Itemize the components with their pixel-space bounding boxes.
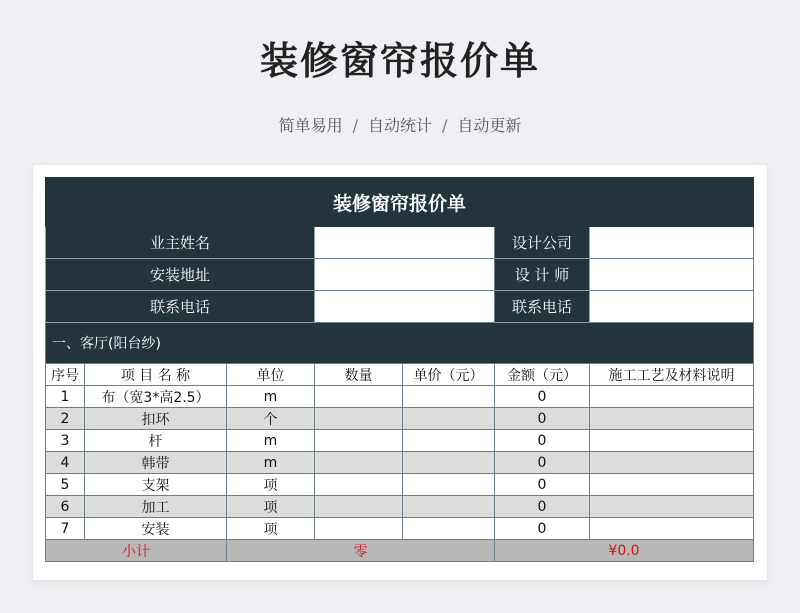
info-row-address [46,259,754,291]
table-row [46,430,754,452]
table-row [46,386,754,408]
cell-qty[interactable] [315,452,403,474]
cell-unit[interactable]: 项 [227,496,315,518]
feature-tags [0,113,800,136]
table-row [46,408,754,430]
cell-qty[interactable] [315,430,403,452]
table-row [46,452,754,474]
cell-qty[interactable] [315,496,403,518]
col-header-note: 施工工艺及材料说明 [590,364,754,386]
cell-qty[interactable] [315,408,403,430]
table-row [46,474,754,496]
col-header-amount: 金额（元） [495,364,590,386]
cell-name[interactable]: 支架 [85,474,227,496]
owner-phone-field[interactable] [315,291,495,323]
sheet-title: 装修窗帘报价单 [46,178,754,227]
cell-amount[interactable]: 0 [495,496,590,518]
designer-field[interactable] [590,259,754,291]
cell-amount[interactable]: 0 [495,408,590,430]
tag-separator: / [442,116,448,135]
cell-price[interactable] [403,474,495,496]
cell-no[interactable]: 5 [46,474,85,496]
cell-no[interactable]: 3 [46,430,85,452]
owner-name-label: 业主姓名 [46,227,315,259]
designer-phone-field[interactable] [590,291,754,323]
cell-note[interactable] [590,386,754,408]
tag-auto-stat: 自动统计 [367,116,432,135]
table-row [46,496,754,518]
cell-name[interactable]: 加工 [85,496,227,518]
cell-qty[interactable] [315,386,403,408]
cell-note[interactable] [590,518,754,540]
tag-separator: / [352,116,358,135]
cell-no[interactable]: 6 [46,496,85,518]
cell-price[interactable] [403,408,495,430]
quote-table [45,177,754,562]
info-row-phone [46,291,754,323]
cell-unit[interactable]: 项 [227,518,315,540]
design-company-label: 设计公司 [495,227,590,259]
cell-amount[interactable]: 0 [495,430,590,452]
subtotal-row [46,540,754,562]
cell-note[interactable] [590,496,754,518]
designer-phone-label: 联系电话 [495,291,590,323]
col-header-qty: 数量 [315,364,403,386]
cell-name[interactable]: 杆 [85,430,227,452]
cell-name[interactable]: 布（宽3*高2.5） [85,386,227,408]
design-company-field[interactable] [590,227,754,259]
install-address-field[interactable] [315,259,495,291]
cell-amount[interactable]: 0 [495,452,590,474]
cell-name[interactable]: 安装 [85,518,227,540]
page-title: 装修窗帘报价单 [259,39,540,83]
cell-amount[interactable]: 0 [495,474,590,496]
cell-unit[interactable]: 项 [227,474,315,496]
cell-price[interactable] [403,518,495,540]
subtotal-label: 小计 [46,540,227,562]
cell-unit[interactable]: m [227,452,315,474]
spreadsheet-card [33,165,767,580]
cell-no[interactable]: 7 [46,518,85,540]
tag-auto-update: 自动更新 [457,116,522,135]
cell-note[interactable] [590,474,754,496]
cell-price[interactable] [403,452,495,474]
cell-price[interactable] [403,430,495,452]
cell-note[interactable] [590,452,754,474]
tag-easy: 简单易用 [278,116,343,135]
info-row-owner [46,227,754,259]
cell-amount[interactable]: 0 [495,386,590,408]
cell-no[interactable]: 4 [46,452,85,474]
col-header-name: 项 目 名 称 [85,364,227,386]
cell-name[interactable]: 扣环 [85,408,227,430]
install-address-label: 安装地址 [46,259,315,291]
cell-qty[interactable] [315,474,403,496]
cell-no[interactable]: 2 [46,408,85,430]
col-header-no: 序号 [46,364,85,386]
cell-note[interactable] [590,408,754,430]
cell-note[interactable] [590,430,754,452]
subtotal-words: 零 [227,540,495,562]
cell-unit[interactable]: m [227,386,315,408]
table-row [46,518,754,540]
cell-no[interactable]: 1 [46,386,85,408]
owner-name-field[interactable] [315,227,495,259]
cell-amount[interactable]: 0 [495,518,590,540]
cell-unit[interactable]: 个 [227,408,315,430]
col-header-unit: 单位 [227,364,315,386]
cell-qty[interactable] [315,518,403,540]
subtotal-amount: ¥0.0 [495,540,754,562]
section-title: 一、客厅(阳台纱) [46,323,754,364]
col-header-price: 单价（元） [403,364,495,386]
column-header-row [46,364,754,386]
cell-price[interactable] [403,496,495,518]
cell-price[interactable] [403,386,495,408]
cell-unit[interactable]: m [227,430,315,452]
owner-phone-label: 联系电话 [46,291,315,323]
cell-name[interactable]: 韩带 [85,452,227,474]
designer-label: 设 计 师 [495,259,590,291]
